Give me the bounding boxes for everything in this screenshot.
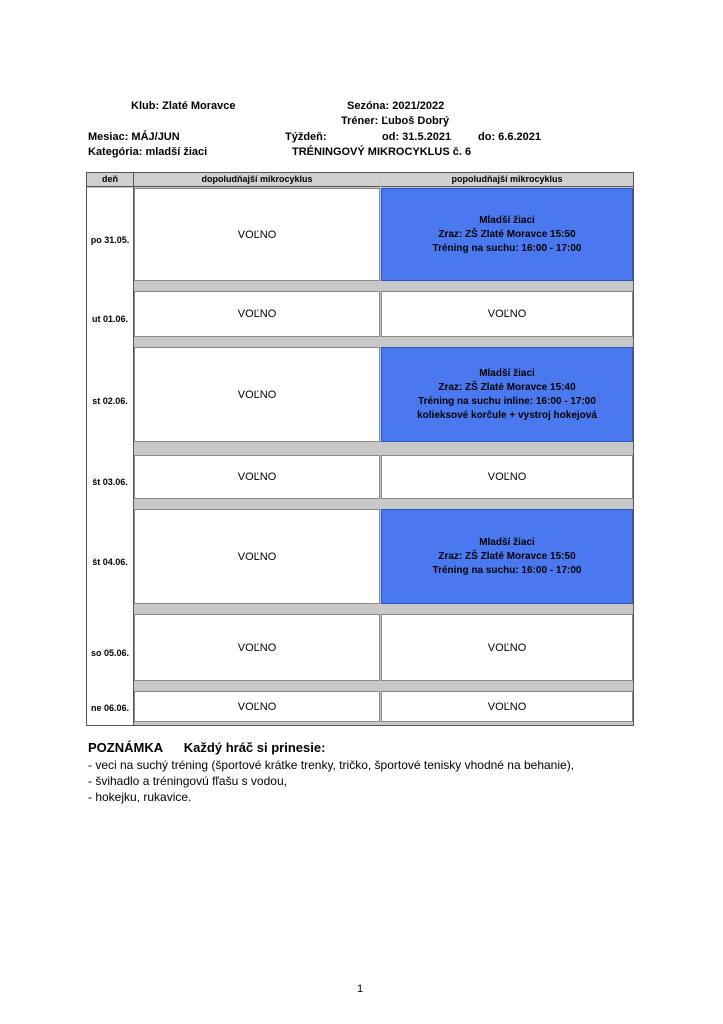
season-label: Sezóna: 2021/2022 xyxy=(347,100,445,112)
afternoon-content xyxy=(488,308,527,320)
afternoon-content xyxy=(433,214,582,256)
morning-cell: VOĽNO xyxy=(134,455,380,499)
afternoon-line: Mladší žiaci xyxy=(479,536,535,548)
notes-item: - veci na suchý tréning (športové krátke trenky, tričko, športové tenisky vhodné na behanie), xyxy=(88,758,575,772)
row-spacer xyxy=(134,499,633,509)
afternoon-line: Zraz: ZŠ Zlaté Moravce 15:50 xyxy=(438,550,576,562)
row-spacer xyxy=(134,337,633,347)
afternoon-line: Tréning na suchu: 16:00 - 17:00 xyxy=(432,564,582,576)
morning-cell: VOĽNO xyxy=(134,614,380,681)
afternoon-line: kolieksové korčule + vystroj hokejová xyxy=(417,409,597,421)
coach-label: Tréner: Ľuboš Dobrý xyxy=(341,115,450,127)
afternoon-line: Mladší žiaci xyxy=(479,214,535,226)
afternoon-content xyxy=(488,701,527,713)
afternoon-cell xyxy=(381,455,633,499)
day-cell: so 05.06. xyxy=(87,614,133,691)
row-spacer xyxy=(134,681,633,691)
day-cell: st 02.06. xyxy=(87,347,133,455)
afternoon-cell xyxy=(381,188,633,281)
afternoon-line: Zraz: ZŠ Zlaté Moravce 15:50 xyxy=(438,228,576,240)
day-cell: po 31.05. xyxy=(87,188,133,291)
morning-cell: VOĽNO xyxy=(134,347,380,442)
notes-intro: Každý hráč si prinesie: xyxy=(183,740,326,755)
notes-heading xyxy=(88,740,325,755)
day-cell: št 03.06. xyxy=(87,455,133,509)
club-label: Klub: Zlaté Moravce xyxy=(131,100,236,112)
afternoon-content xyxy=(488,642,527,654)
month-label: Mesiac: MÁJ/JUN xyxy=(88,131,180,143)
afternoon-line: VOĽNO xyxy=(487,308,527,320)
afternoon-cell xyxy=(381,614,633,681)
page-number: 1 xyxy=(357,983,364,995)
row-spacer xyxy=(134,281,633,291)
row-spacer xyxy=(134,604,633,614)
schedule-table xyxy=(86,172,634,726)
afternoon-cell xyxy=(381,291,633,337)
afternoon-line: VOĽNO xyxy=(487,471,527,483)
notes-item: - hokejku, rukavice. xyxy=(88,790,192,804)
afternoon-cell xyxy=(381,691,633,722)
col-header-morning: dopoludňajší mikrocyklus xyxy=(134,173,380,187)
day-cell: št 04.06. xyxy=(87,509,133,614)
afternoon-line: Zraz: ZŠ Zlaté Moravce 15:40 xyxy=(438,381,576,393)
row-spacer xyxy=(134,442,633,455)
morning-cell: VOĽNO xyxy=(134,691,380,722)
afternoon-content xyxy=(433,536,582,578)
morning-cell: VOĽNO xyxy=(134,188,380,281)
col-header-afternoon: popoludňajší mikrocyklus xyxy=(381,173,633,187)
notes-item: - švihadlo a tréningovú fľašu s vodou, xyxy=(88,774,287,788)
day-cell: ut 01.06. xyxy=(87,291,133,347)
day-cell: ne 06.06. xyxy=(87,691,133,725)
afternoon-content xyxy=(488,471,527,483)
col-header-day: deň xyxy=(87,173,133,187)
afternoon-line: Mladší žiaci xyxy=(479,367,535,379)
week-to: do: 6.6.2021 xyxy=(478,131,541,143)
notes-label: POZNÁMKA xyxy=(88,740,164,755)
afternoon-line: Tréning na suchu inline: 16:00 - 17:00 xyxy=(418,395,596,407)
morning-cell: VOĽNO xyxy=(134,291,380,337)
morning-cell: VOĽNO xyxy=(134,509,380,604)
afternoon-content xyxy=(417,367,597,423)
afternoon-line: VOĽNO xyxy=(487,641,527,654)
row-spacer xyxy=(134,722,633,725)
page-title: TRÉNINGOVÝ MIKROCYKLUS č. 6 xyxy=(292,146,472,158)
category-label: Kategória: mladší žiaci xyxy=(88,146,208,158)
afternoon-cell xyxy=(381,509,633,604)
week-label: Týždeň: xyxy=(285,131,327,143)
afternoon-cell xyxy=(381,347,633,442)
afternoon-line: VOĽNO xyxy=(487,700,527,713)
afternoon-line: Tréning na suchu: 16:00 - 17:00 xyxy=(432,242,582,254)
week-from: od: 31.5.2021 xyxy=(382,131,452,143)
